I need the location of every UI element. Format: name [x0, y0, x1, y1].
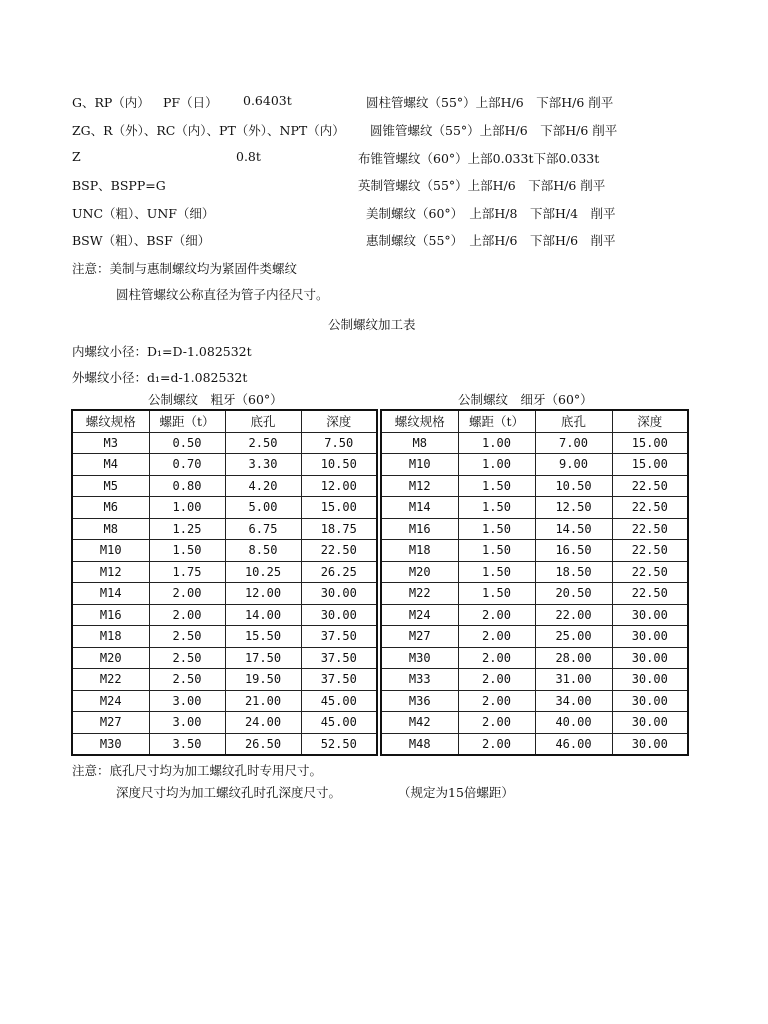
thread-row-1-pf: PF（日） [163, 95, 218, 110]
table-cell: 16.50 [535, 540, 612, 562]
note-bottom-2-extra: （规定为15倍螺距） [398, 785, 514, 800]
column-header: 螺纹规格 [72, 410, 149, 432]
table-cell: 37.50 [301, 669, 377, 691]
thread-row-5-desc: 美制螺纹（60°） 上部H/8 下部H/4 削平 [366, 206, 616, 221]
table-row [381, 518, 688, 540]
table-cell: 45.00 [301, 690, 377, 712]
table-cell: 40.00 [535, 712, 612, 734]
thread-row-1-std: G、RP（内） [72, 95, 150, 110]
table-cell: 22.50 [612, 475, 688, 497]
table-cell: M36 [381, 690, 458, 712]
table-cell: 2.00 [458, 690, 535, 712]
table-row [381, 733, 688, 755]
table-cell: 22.50 [612, 497, 688, 519]
table-cell: M16 [381, 518, 458, 540]
fine-thread-table [380, 409, 689, 756]
table-row [72, 690, 377, 712]
table-cell: 2.00 [458, 712, 535, 734]
table-cell: M42 [381, 712, 458, 734]
table-cell: 30.00 [301, 604, 377, 626]
table-cell: 7.00 [535, 432, 612, 454]
thread-row-5-std: UNC（粗）、UNF（细） [72, 206, 215, 221]
table-cell: 30.00 [612, 690, 688, 712]
table-row [381, 626, 688, 648]
table-cell: 4.20 [225, 475, 301, 497]
table-cell: 52.50 [301, 733, 377, 755]
table-cell: 19.50 [225, 669, 301, 691]
table-cell: 22.50 [612, 561, 688, 583]
column-header: 螺距（t） [458, 410, 535, 432]
table-cell: 14.50 [535, 518, 612, 540]
table-cell: 1.00 [458, 454, 535, 476]
table-cell: 0.80 [149, 475, 225, 497]
table-cell: 28.00 [535, 647, 612, 669]
table-cell: M12 [381, 475, 458, 497]
coarse-caption: 公制螺纹 粗牙（60°） [148, 392, 283, 407]
table-cell: 30.00 [612, 712, 688, 734]
table-cell: 1.50 [149, 540, 225, 562]
fine-caption: 公制螺纹 细牙（60°） [458, 392, 593, 407]
thread-row-3-k: 0.8t [236, 149, 261, 164]
table-cell: M14 [72, 583, 149, 605]
table-cell: 15.00 [612, 432, 688, 454]
table-cell: 10.50 [301, 454, 377, 476]
table-cell: 30.00 [612, 669, 688, 691]
table-cell: M3 [72, 432, 149, 454]
column-header: 底孔 [535, 410, 612, 432]
table-cell: 1.50 [458, 497, 535, 519]
table-cell: 2.00 [149, 583, 225, 605]
table-cell: 14.00 [225, 604, 301, 626]
table-row [72, 497, 377, 519]
table-cell: 2.00 [458, 604, 535, 626]
table-cell: M27 [381, 626, 458, 648]
table-cell: 25.00 [535, 626, 612, 648]
table-row [381, 647, 688, 669]
table-cell: 37.50 [301, 626, 377, 648]
table-cell: 1.50 [458, 518, 535, 540]
thread-row-3-std: Z [72, 149, 81, 164]
table-cell: 21.00 [225, 690, 301, 712]
table-cell: 1.50 [458, 540, 535, 562]
table-cell: 30.00 [612, 733, 688, 755]
column-header: 底孔 [225, 410, 301, 432]
table-cell: 12.00 [301, 475, 377, 497]
table-row [72, 626, 377, 648]
table-row [72, 432, 377, 454]
table-row [72, 583, 377, 605]
table-cell: 2.00 [458, 647, 535, 669]
table-row [381, 561, 688, 583]
table-row [72, 561, 377, 583]
table-cell: M27 [72, 712, 149, 734]
table-cell: M18 [72, 626, 149, 648]
table-cell: 18.75 [301, 518, 377, 540]
thread-row-1-k: 0.6403t [243, 93, 292, 108]
table-row [72, 540, 377, 562]
table-cell: 15.50 [225, 626, 301, 648]
table-cell: 0.50 [149, 432, 225, 454]
thread-row-4-std: BSP、BSPP=G [72, 178, 166, 193]
table-cell: 2.00 [458, 733, 535, 755]
coarse-thread-table [71, 409, 378, 756]
table-row [72, 712, 377, 734]
table-row [381, 540, 688, 562]
table-cell: 46.00 [535, 733, 612, 755]
table-row [381, 604, 688, 626]
table-cell: 1.00 [149, 497, 225, 519]
table-row [72, 733, 377, 755]
note-bottom-2: 深度尺寸均为加工螺纹孔时孔深度尺寸。 [116, 785, 342, 800]
thread-row-2-desc: 圆锥管螺纹（55°）上部H/6 下部H/6 削平 [370, 123, 618, 138]
table-header-row [72, 410, 377, 432]
note-top-2: 圆柱管螺纹公称直径为管子内径尺寸。 [116, 287, 329, 302]
table-cell: M24 [72, 690, 149, 712]
thread-row-6-desc: 惠制螺纹（55°） 上部H/6 下部H/6 削平 [366, 233, 616, 248]
table-cell: 10.25 [225, 561, 301, 583]
table-cell: 22.00 [535, 604, 612, 626]
table-row [72, 454, 377, 476]
table-cell: 37.50 [301, 647, 377, 669]
note-top-1: 注意：美制与惠制螺纹均为紧固件类螺纹 [72, 261, 298, 276]
table-cell: 15.00 [612, 454, 688, 476]
table-cell: 3.00 [149, 690, 225, 712]
table-cell: 1.25 [149, 518, 225, 540]
table-cell: M20 [72, 647, 149, 669]
table-cell: M24 [381, 604, 458, 626]
column-header: 螺距（t） [149, 410, 225, 432]
table-header-row [381, 410, 688, 432]
table-cell: 3.00 [149, 712, 225, 734]
thread-row-4-desc: 英制管螺纹（55°）上部H/6 下部H/6 削平 [358, 178, 606, 193]
thread-row-1-desc: 圆柱管螺纹（55°）上部H/6 下部H/6 削平 [366, 95, 614, 110]
table-row [72, 669, 377, 691]
table-cell: 20.50 [535, 583, 612, 605]
table-cell: M12 [72, 561, 149, 583]
table-cell: M8 [72, 518, 149, 540]
table-cell: 2.00 [458, 626, 535, 648]
table-cell: 34.00 [535, 690, 612, 712]
table-cell: M20 [381, 561, 458, 583]
table-row [381, 669, 688, 691]
column-header: 深度 [301, 410, 377, 432]
table-title: 公制螺纹加工表 [328, 317, 416, 332]
table-cell: M8 [381, 432, 458, 454]
table-row [72, 604, 377, 626]
thread-row-3-desc: 布锥管螺纹（60°）上部0.033t下部0.033t [358, 151, 600, 166]
table-cell: 5.00 [225, 497, 301, 519]
table-cell: 1.00 [458, 432, 535, 454]
table-cell: M14 [381, 497, 458, 519]
table-cell: 2.50 [149, 626, 225, 648]
table-cell: M6 [72, 497, 149, 519]
table-cell: 24.00 [225, 712, 301, 734]
table-cell: 26.50 [225, 733, 301, 755]
note-bottom-1: 注意：底孔尺寸均为加工螺纹孔时专用尺寸。 [72, 763, 323, 778]
table-cell: M18 [381, 540, 458, 562]
table-cell: 30.00 [612, 626, 688, 648]
table-cell: M48 [381, 733, 458, 755]
table-row [381, 454, 688, 476]
table-cell: M30 [381, 647, 458, 669]
table-row [381, 583, 688, 605]
table-cell: 8.50 [225, 540, 301, 562]
table-cell: 2.50 [149, 669, 225, 691]
table-cell: 1.50 [458, 475, 535, 497]
formula-external: 外螺纹小径：d₁=d-1.082532t [72, 370, 248, 385]
table-cell: 22.50 [301, 540, 377, 562]
formula-internal: 内螺纹小径：D₁=D-1.082532t [72, 344, 252, 359]
table-row [72, 475, 377, 497]
table-cell: 18.50 [535, 561, 612, 583]
table-cell: M10 [72, 540, 149, 562]
table-cell: 15.00 [301, 497, 377, 519]
table-cell: 2.50 [225, 432, 301, 454]
table-cell: M10 [381, 454, 458, 476]
table-cell: 2.00 [149, 604, 225, 626]
thread-row-2-std: ZG、R（外）、RC（内）、PT（外）、NPT（内） [72, 123, 345, 138]
table-cell: 9.00 [535, 454, 612, 476]
table-cell: 2.50 [149, 647, 225, 669]
table-cell: M33 [381, 669, 458, 691]
table-cell: M4 [72, 454, 149, 476]
table-cell: 1.75 [149, 561, 225, 583]
table-row [381, 690, 688, 712]
table-cell: 22.50 [612, 518, 688, 540]
table-cell: 7.50 [301, 432, 377, 454]
table-cell: M16 [72, 604, 149, 626]
table-row [381, 432, 688, 454]
column-header: 螺纹规格 [381, 410, 458, 432]
table-cell: 1.50 [458, 583, 535, 605]
table-cell: 31.00 [535, 669, 612, 691]
thread-row-6-std: BSW（粗）、BSF（细） [72, 233, 211, 248]
table-cell: M22 [72, 669, 149, 691]
table-row [381, 497, 688, 519]
table-cell: 2.00 [458, 669, 535, 691]
table-cell: 6.75 [225, 518, 301, 540]
table-cell: 3.30 [225, 454, 301, 476]
table-row [72, 647, 377, 669]
table-cell: 0.70 [149, 454, 225, 476]
table-cell: 17.50 [225, 647, 301, 669]
table-row [381, 712, 688, 734]
table-cell: 22.50 [612, 583, 688, 605]
table-cell: M30 [72, 733, 149, 755]
table-cell: 30.00 [612, 647, 688, 669]
column-header: 深度 [612, 410, 688, 432]
table-cell: M5 [72, 475, 149, 497]
table-cell: 12.00 [225, 583, 301, 605]
table-cell: 30.00 [612, 604, 688, 626]
table-row [72, 518, 377, 540]
table-cell: M22 [381, 583, 458, 605]
table-cell: 10.50 [535, 475, 612, 497]
table-cell: 1.50 [458, 561, 535, 583]
table-row [381, 475, 688, 497]
table-cell: 22.50 [612, 540, 688, 562]
table-cell: 26.25 [301, 561, 377, 583]
table-cell: 12.50 [535, 497, 612, 519]
table-cell: 30.00 [301, 583, 377, 605]
table-cell: 3.50 [149, 733, 225, 755]
table-cell: 45.00 [301, 712, 377, 734]
